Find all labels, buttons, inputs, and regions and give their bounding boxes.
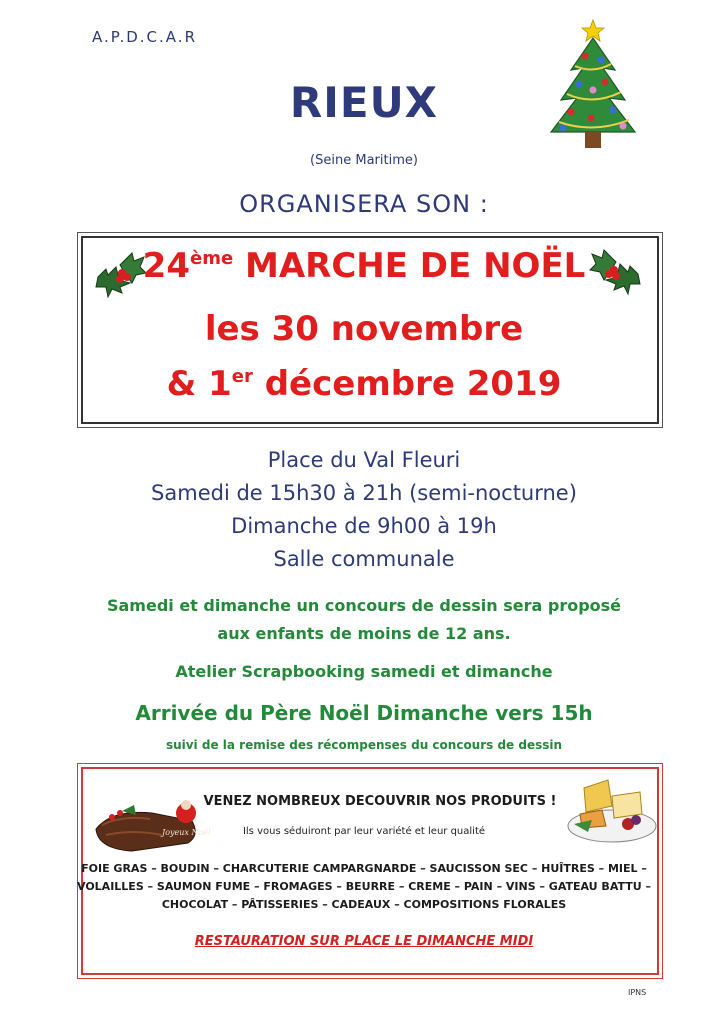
organise-heading: ORGANISERA SON : <box>239 190 489 218</box>
products-list-line2: VOLAILLES – SAUMON FUME – FROMAGES – BEURRE – CREME – PAIN – VINS – GATEAU BATTU – <box>77 880 651 893</box>
sunday-hours: Dimanche de 9h00 à 19h <box>231 514 497 538</box>
log-caption: Joyeux Noël <box>162 828 211 837</box>
christmas-tree-icon <box>541 14 645 156</box>
venue-hall: Salle communale <box>273 547 455 571</box>
scrapbooking-workshop: Atelier Scrapbooking samedi et dimanche <box>175 662 553 681</box>
drawing-contest-line2: aux enfants de moins de 12 ans. <box>217 624 511 643</box>
event-date-line1: les 30 novembre <box>204 309 524 349</box>
town-title: RIEUX <box>289 78 439 127</box>
drawing-contest-line1: Samedi et dimanche un concours de dessin sera proposé <box>106 596 622 615</box>
saturday-hours: Samedi de 15h30 à 21h (semi-nocturne) <box>151 481 577 505</box>
santa-arrival: Arrivée du Père Noël Dimanche vers 15h <box>135 701 593 725</box>
venue-place: Place du Val Fleuri <box>267 448 461 472</box>
products-list-line3: CHOCOLAT – PÂTISSERIES – CADEAUX – COMPOSITIONS FLORALES <box>161 898 567 911</box>
organization-name: A.P.D.C.A.R <box>92 28 197 46</box>
event-title: 24ème MARCHE DE NOËL <box>142 246 586 286</box>
yule-log-icon <box>92 795 211 855</box>
event-date-line2: & 1er décembre 2019 <box>166 364 562 404</box>
contest-awards: suivi de la remise des récompenses du concours de dessin <box>165 738 563 752</box>
region-subtitle: (Seine Maritime) <box>310 153 418 168</box>
restaurant-notice: RESTAURATION SUR PLACE LE DIMANCHE MIDI <box>194 934 534 949</box>
products-headline: VENEZ NOMBREUX DECOUVRIR NOS PRODUITS ! <box>203 794 557 809</box>
products-list-line1: FOIE GRAS – BOUDIN – CHARCUTERIE CAMPARGNARDE – SAUCISSON SEC – HUÎTRES – MIEL – <box>81 862 647 875</box>
products-tagline: Ils vous séduiront par leur variété et leur qualité <box>242 826 486 837</box>
ipns-label: IPNS <box>628 988 647 997</box>
